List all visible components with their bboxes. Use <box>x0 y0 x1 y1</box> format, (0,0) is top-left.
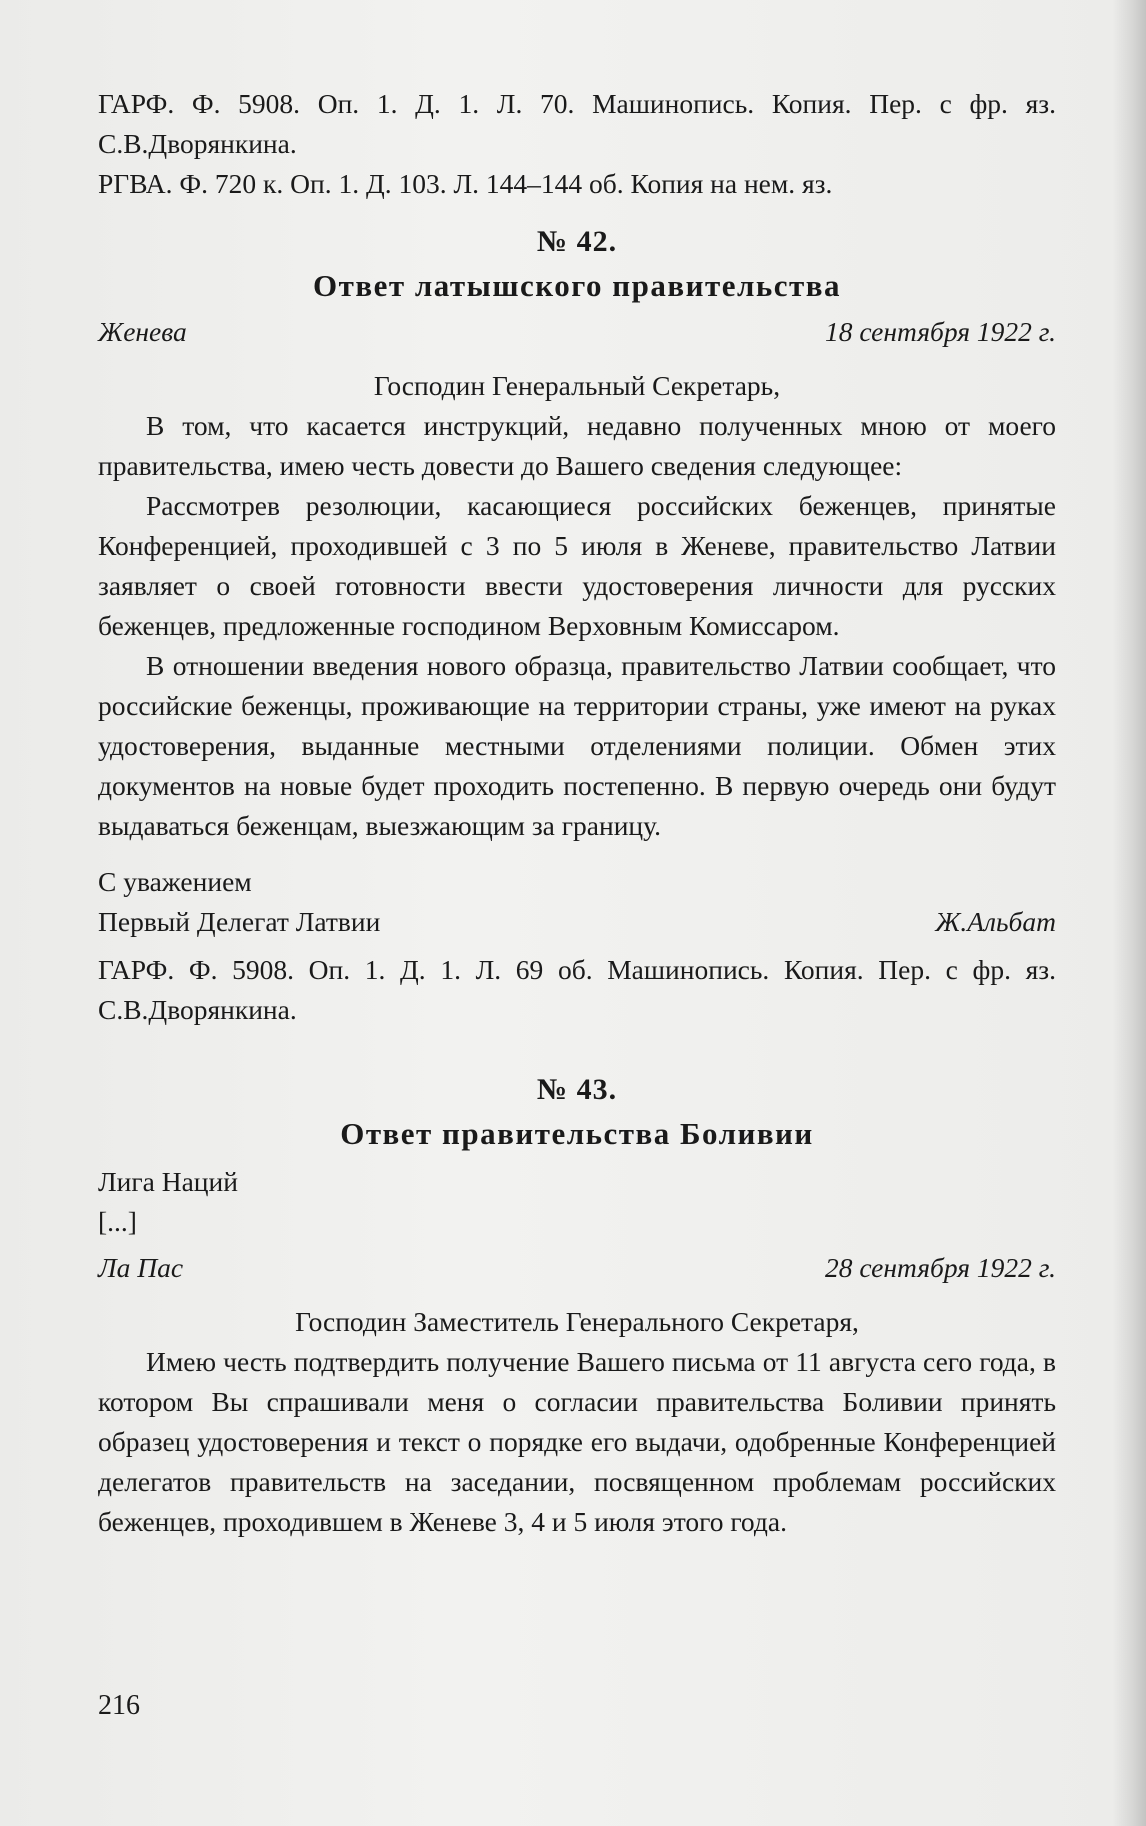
letter-paragraph: В отношении введения нового образца, правительство Латвии сообщает, что российские беженцы, проживающие на территории страны, уже имеют на руках удостоверения, выданные местными отделениями полиции. Обмен этих документов на новые будет проходить постепенно. В первую очередь они будут выдаваться беженцам, выезжающим за границу. <box>98 650 1056 841</box>
dateline-date: 18 сентября 1922 г. <box>824 316 1056 347</box>
page-edge-shadow <box>1112 0 1146 1826</box>
document-number: № 42. <box>536 225 618 258</box>
letter-paragraph: В том, что касается инструкций, недавно полученных мною от моего правительства, имею честь довести до Вашего сведения следующее: <box>98 410 1056 481</box>
archive-reference: РГВА. Ф. 720 к. Оп. 1. Д. 103. Л. 144–144 об. Копия на нем. яз. <box>98 168 833 199</box>
letter-paragraph: Рассмотрев резолюции, касающиеся российских беженцев, принятые Конференцией, проходившей с 3 по 5 июля в Женеве, правительство Латвии заявляет о своей готовности ввести удостоверения личности для русских беженцев, предложенные господином Верховным Комиссаром. <box>98 490 1056 641</box>
archive-reference: ГАРФ. Ф. 5908. Оп. 1. Д. 1. Л. 70. Машинопись. Копия. Пер. с фр. яз. С.В.Дворянкина. <box>98 88 1056 159</box>
document-title: Ответ правительства Боливии <box>340 1116 814 1151</box>
letter-greeting: Господин Заместитель Генерального Секретаря, <box>295 1306 859 1337</box>
dateline <box>98 312 1056 352</box>
dateline-place: Ла Пас <box>98 1252 184 1283</box>
page-number: 216 <box>98 1690 140 1721</box>
dateline <box>98 1248 1056 1288</box>
letter-closing: С уважением <box>98 866 252 897</box>
letter-greeting: Господин Генеральный Секретарь, <box>373 370 781 401</box>
organization-heading: Лига Наций <box>98 1166 238 1197</box>
omission-mark: [...] <box>98 1206 137 1237</box>
signer-title: Первый Делегат Латвии <box>98 906 381 937</box>
signer-name: Ж.Альбат <box>935 906 1056 937</box>
dateline-date: 28 сентября 1922 г. <box>824 1252 1056 1283</box>
letter-paragraph: Имею честь подтвердить получение Вашего письма от 11 августа сего года, в котором Вы спрашивали меня о согласии правительства Боливии принять образец удостоверения и текст о порядке его выдачи, одобренные Конференцией делегатов правительств на заседании, посвященном проблемам российских беженцев, проходившем в Женеве 3, 4 и 5 июля этого года. <box>98 1346 1056 1537</box>
document-title: Ответ латышского правительства <box>313 268 841 303</box>
archive-reference: ГАРФ. Ф. 5908. Оп. 1. Д. 1. Л. 69 об. Машинопись. Копия. Пер. с фр. яз. С.В.Дворянкина. <box>98 954 1056 1025</box>
page-content <box>98 84 1056 1542</box>
document-number: № 43. <box>536 1073 618 1106</box>
dateline-place: Женева <box>98 316 187 347</box>
signature-row <box>98 902 1056 942</box>
